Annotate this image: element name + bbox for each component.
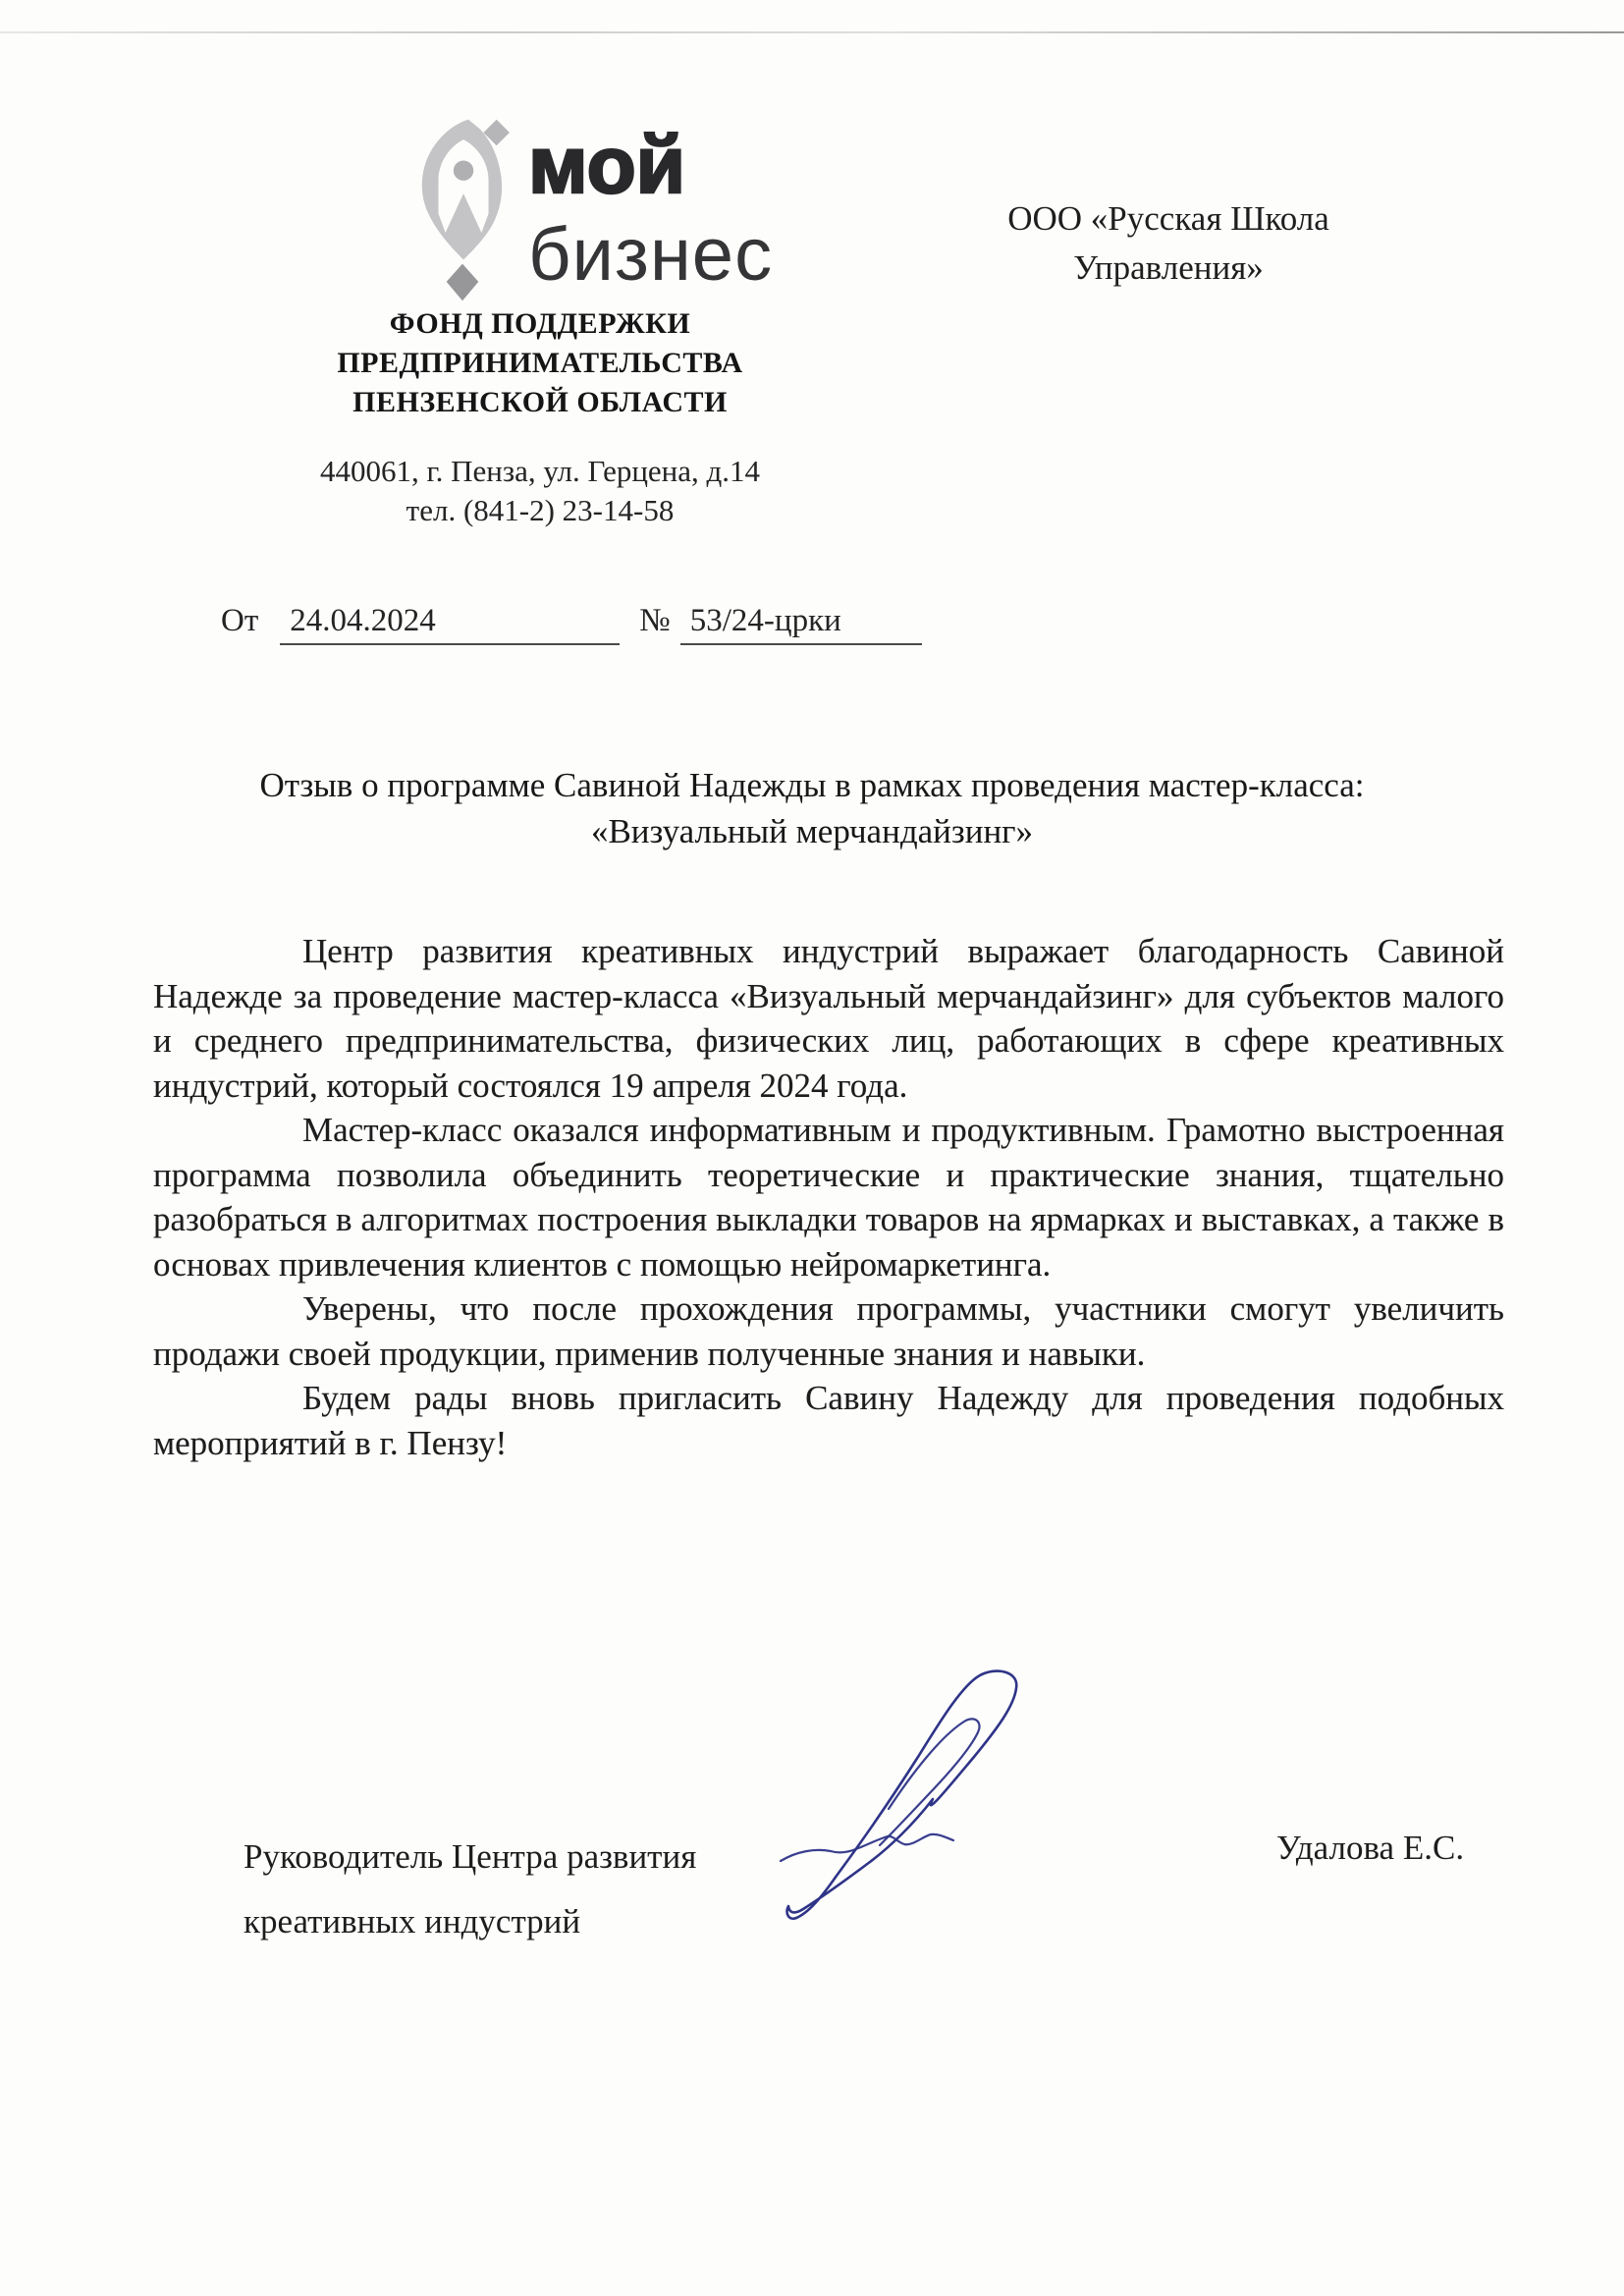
logo-text	[528, 116, 774, 297]
ref-from-label: От	[221, 603, 259, 638]
reference-line	[221, 603, 922, 645]
paragraph: Центр развития креативных индустрий выражает благодарность Савиной Надежде за проведение мастер-класса «Визуальный мерчандайзинг» для субъектов малого и среднего предпринимательства, физических лиц, работающих в сфере креативных индустрий, который состоялся 19 апреля 2024 года.	[153, 932, 1504, 1105]
ref-number-label: №	[639, 603, 671, 638]
scan-artifact-line	[0, 31, 1624, 33]
logo-word-biznes: бизнес	[528, 213, 774, 297]
fund-name	[226, 304, 854, 422]
handwritten-signature	[687, 1622, 1060, 1976]
rocket-icon	[412, 116, 513, 304]
ref-date: 24.04.2024	[280, 603, 620, 645]
paragraph: Уверены, что после прохождения программы, участники смогут увеличить продажи своей продукции, применив полученные знания и навыки.	[153, 1289, 1504, 1373]
fund-address	[226, 452, 854, 530]
signer-name: Удалова Е.С.	[1276, 1829, 1465, 1867]
logo-word-moy: мой	[528, 121, 686, 210]
letter-title-line1: Отзыв о программе Савиной Надежды в рамках проведения мастер-класса:	[259, 766, 1365, 804]
address-line: 440061, г. Пенза, ул. Герцена, д.14	[319, 454, 761, 488]
signer-position	[244, 1825, 696, 1954]
ref-number: 53/24-црки	[680, 603, 922, 645]
flame-diamond-icon	[447, 264, 479, 301]
recipient-line1: ООО «Русская Школа	[1007, 199, 1329, 238]
paragraph: Мастер-класс оказался информативным и продуктивным. Грамотно выстроенная программа позволила объединить теоретические и практические знания, тщательно разобраться в алгоритмах построения выкладки товаров на ярмарках и выставках, а также в основах привлечения клиентов с помощью нейромаркетинга.	[153, 1111, 1504, 1284]
letter-title	[125, 762, 1499, 854]
recipient-line2: Управления»	[1073, 248, 1264, 287]
signer-position-line1: Руководитель Центра развития	[244, 1837, 697, 1876]
fund-name-line3: ПЕНЗЕНСКОЙ ОБЛАСТИ	[352, 386, 728, 418]
signer-position-line2: креативных индустрий	[244, 1902, 581, 1941]
paragraph: Будем рады вновь пригласить Савину Надежду для проведения подобных мероприятий в г. Пензу!	[153, 1379, 1504, 1462]
letter-body	[153, 929, 1504, 1465]
phone-line: тел. (841-2) 23-14-58	[406, 493, 675, 527]
fund-name-line1: ФОНД ПОДДЕРЖКИ	[389, 307, 691, 340]
recipient-block	[982, 194, 1355, 293]
moy-biznes-logo	[412, 116, 773, 304]
letter-title-line2: «Визуальный мерчандайзинг»	[590, 812, 1034, 850]
fund-name-line2: ПРЕДПРИНИМАТЕЛЬСТВА	[337, 347, 743, 379]
